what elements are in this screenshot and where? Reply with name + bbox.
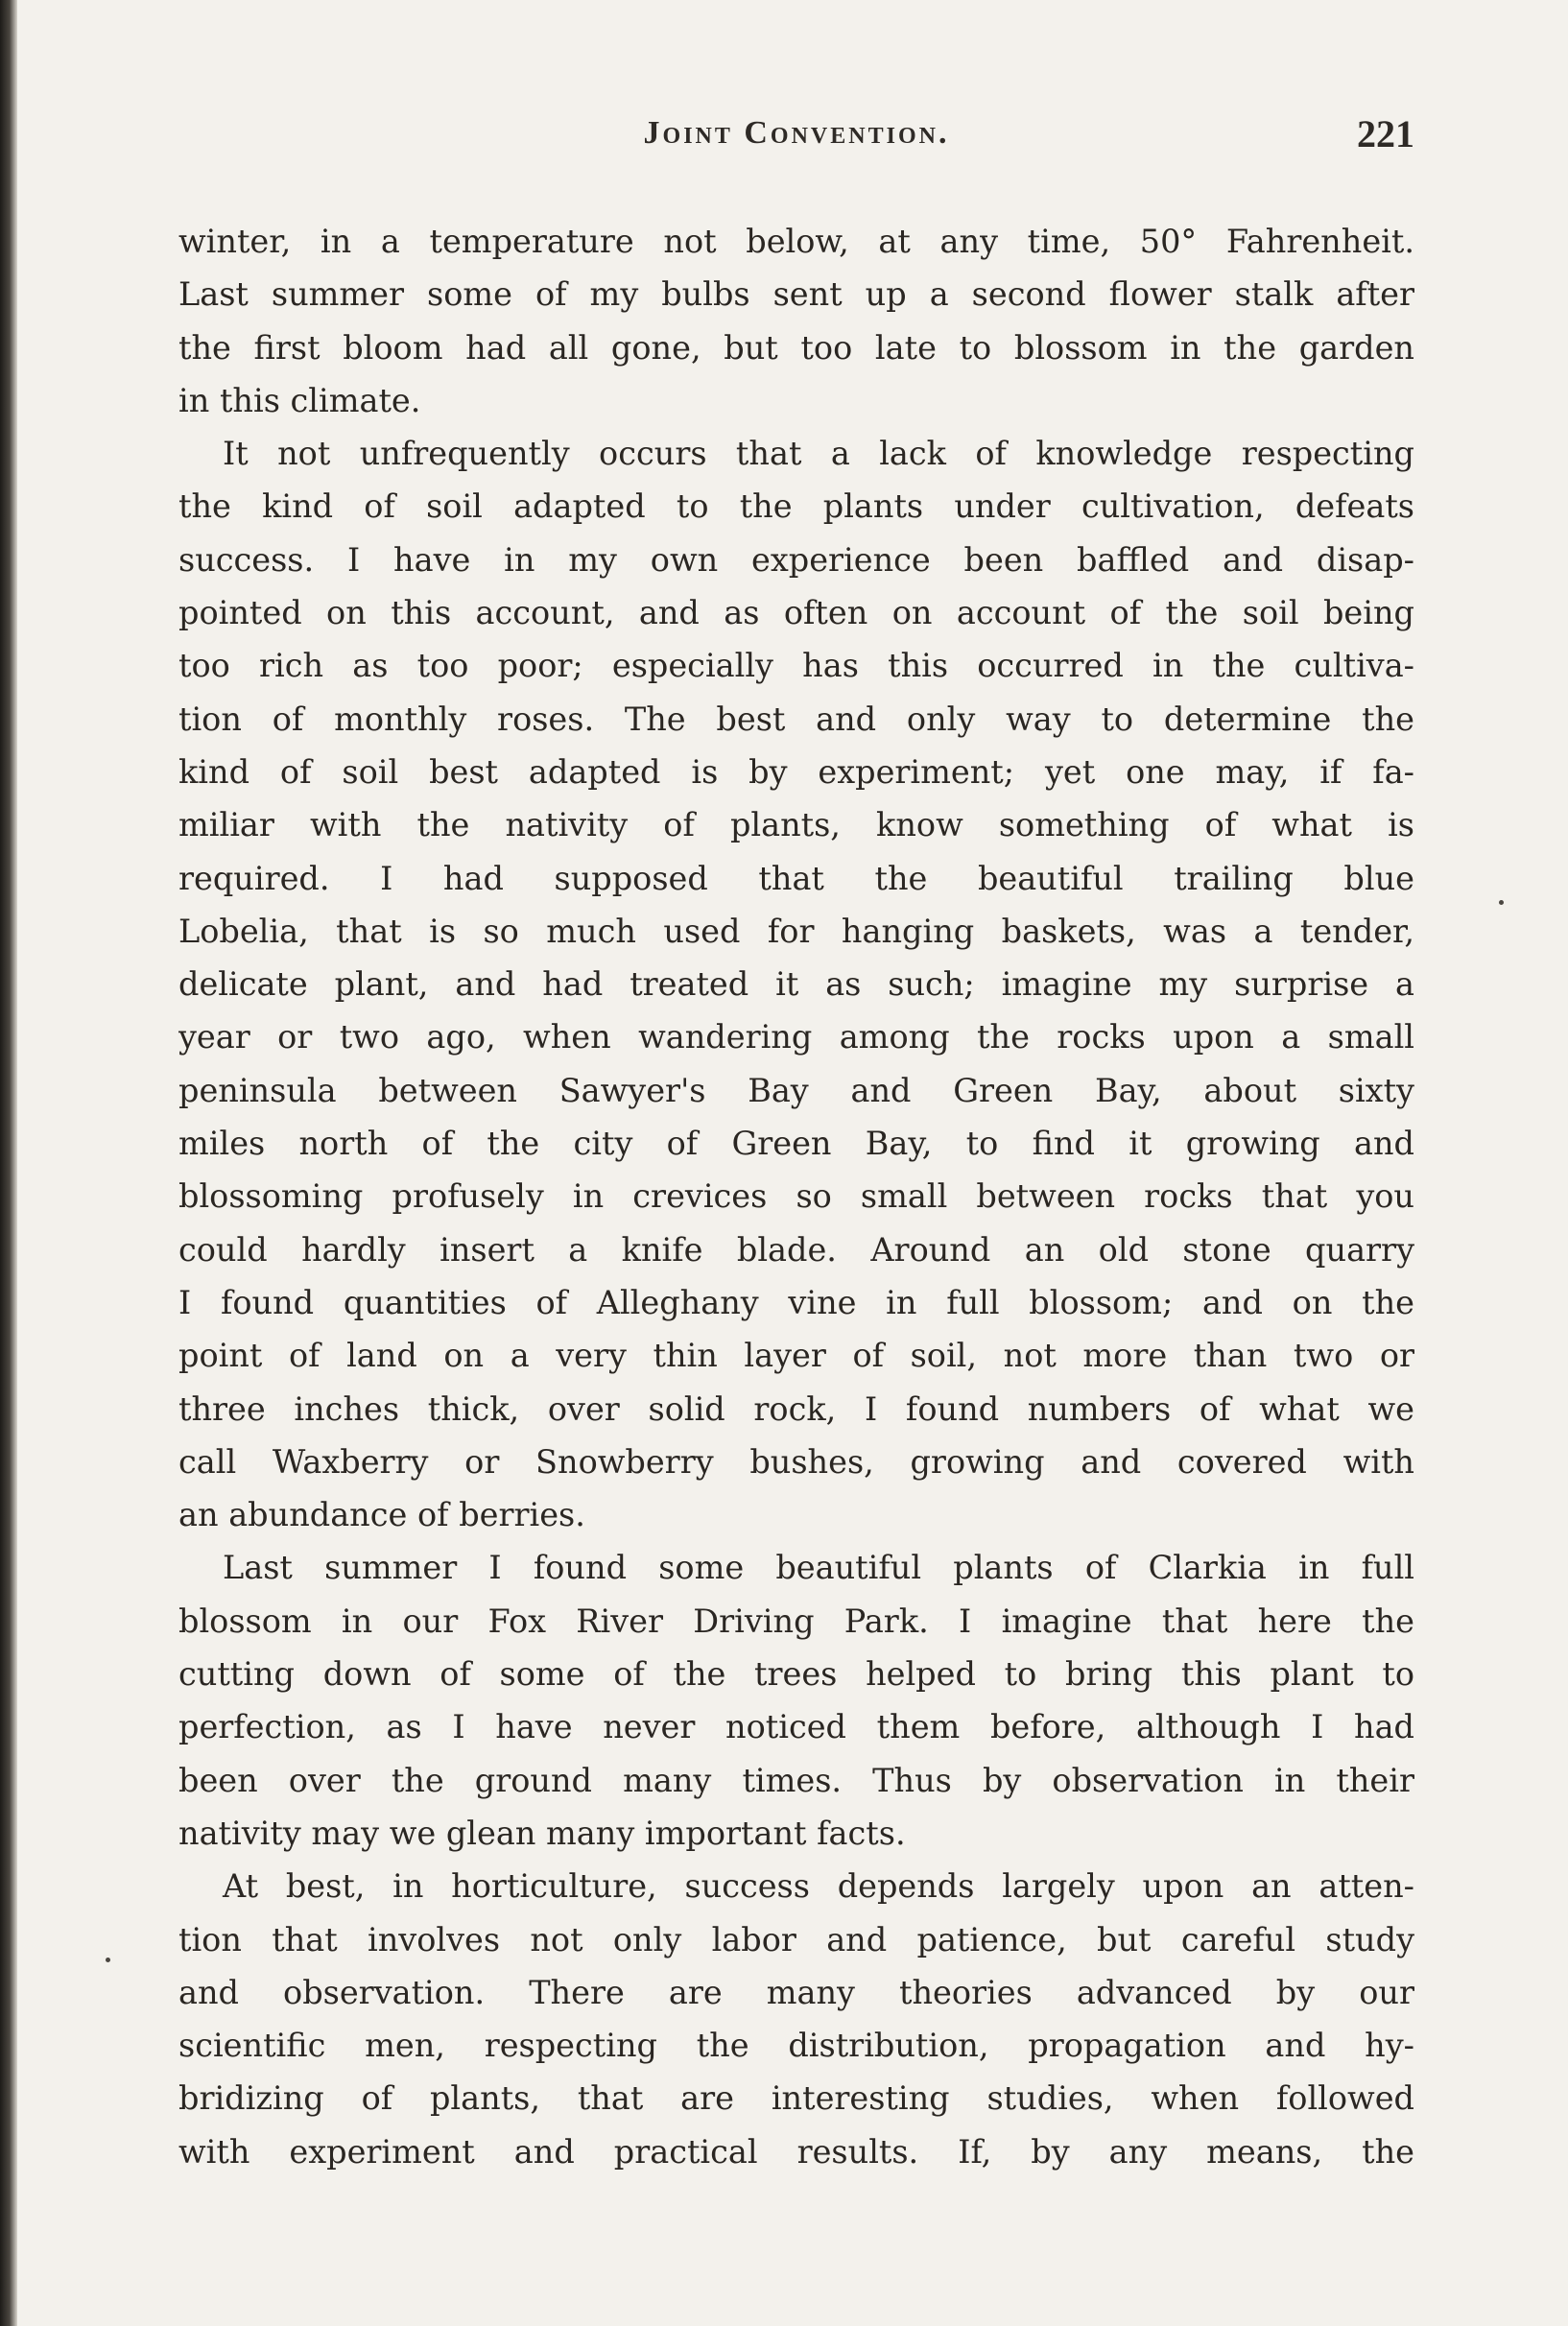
text-line: kind of soil best adapted is by experiment; yet one may, if fa- xyxy=(178,752,1414,791)
text-line: been over the ground many times. Thus by observation in their xyxy=(178,1761,1414,1799)
text-line: an abundance of berries. xyxy=(178,1496,585,1534)
text-line: with experiment and practical results. If, by any means, the xyxy=(178,2132,1414,2171)
running-head xyxy=(178,107,1414,165)
text-line: the first bloom had all gone, but too late to blossom in the garden xyxy=(178,328,1414,367)
text-line: and observation. There are many theories advanced by our xyxy=(178,1973,1414,2011)
text-line: nativity may we glean many important facts. xyxy=(178,1814,906,1852)
text-line: peninsula between Sawyer's Bay and Green Bay, about sixty xyxy=(178,1071,1414,1109)
text-line: cutting down of some of the trees helped to bring this plant to xyxy=(178,1655,1414,1694)
paper-speck xyxy=(1499,900,1504,905)
paper-speck xyxy=(106,1958,110,1962)
paragraph-first-line: It not unfrequently occurs that a lack of knowledge respecting xyxy=(223,435,1414,473)
text-line: tion that involves not only labor and patience, but careful study xyxy=(178,1920,1414,1958)
body-text xyxy=(178,215,1414,2178)
text-line: miliar with the nativity of plants, know something of what is xyxy=(178,806,1414,844)
text-line: could hardly insert a knife blade. Around an old stone quarry xyxy=(178,1230,1414,1269)
book-page xyxy=(178,107,1414,2178)
text-line: pointed on this account, and as often on account of the soil being xyxy=(178,594,1414,632)
text-line: in this climate. xyxy=(178,381,421,419)
text-line: delicate plant, and had treated it as such; imagine my surprise a xyxy=(178,965,1414,1004)
text-line: year or two ago, when wandering among the rocks upon a small xyxy=(178,1018,1414,1056)
paragraph-first-line: At best, in horticulture, success depends largely upon an atten- xyxy=(223,1867,1414,1906)
text-line: bridizing of plants, that are interesting studies, when followed xyxy=(178,2079,1414,2118)
text-line: required. I had supposed that the beautiful trailing blue xyxy=(178,859,1414,897)
text-line: I found quantities of Alleghany vine in full blossom; and on the xyxy=(178,1283,1414,1321)
text-line: three inches thick, over solid rock, I found numbers of what we xyxy=(178,1389,1414,1428)
text-line: call Waxberry or Snowberry bushes, growing and covered with xyxy=(178,1442,1414,1481)
text-line: miles north of the city of Green Bay, to find it growing and xyxy=(178,1125,1414,1163)
text-line: success. I have in my own experience been baffled and disap- xyxy=(178,540,1414,579)
text-line: perfection, as I have never noticed them before, although I had xyxy=(178,1708,1414,1746)
text-line: scientific men, respecting the distribution, propagation and hy- xyxy=(178,2027,1414,2065)
running-title: Joint Convention. xyxy=(643,115,950,151)
book-gutter xyxy=(0,0,17,2326)
paragraph-first-line: Last summer I found some beautiful plants of Clarkia in full xyxy=(223,1549,1414,1587)
text-line: Lobelia, that is so much used for hanging baskets, was a tender, xyxy=(178,912,1414,950)
text-line: too rich as too poor; especially has this occurred in the cultiva- xyxy=(178,647,1414,685)
text-line: blossom in our Fox River Driving Park. I imagine that here the xyxy=(178,1602,1414,1640)
text-line: blossoming profusely in crevices so small between rocks that you xyxy=(178,1177,1414,1216)
page-number: 221 xyxy=(1357,112,1414,155)
text-line: the kind of soil adapted to the plants under cultivation, defeats xyxy=(178,487,1414,526)
text-line: winter, in a temperature not below, at any time, 50° Fahrenheit. xyxy=(178,223,1414,260)
text-line: Last summer some of my bulbs sent up a second flower stalk after xyxy=(178,275,1414,314)
text-line: point of land on a very thin layer of soil, not more than two or xyxy=(178,1337,1414,1375)
text-line: tion of monthly roses. The best and only way to determine the xyxy=(178,700,1414,738)
